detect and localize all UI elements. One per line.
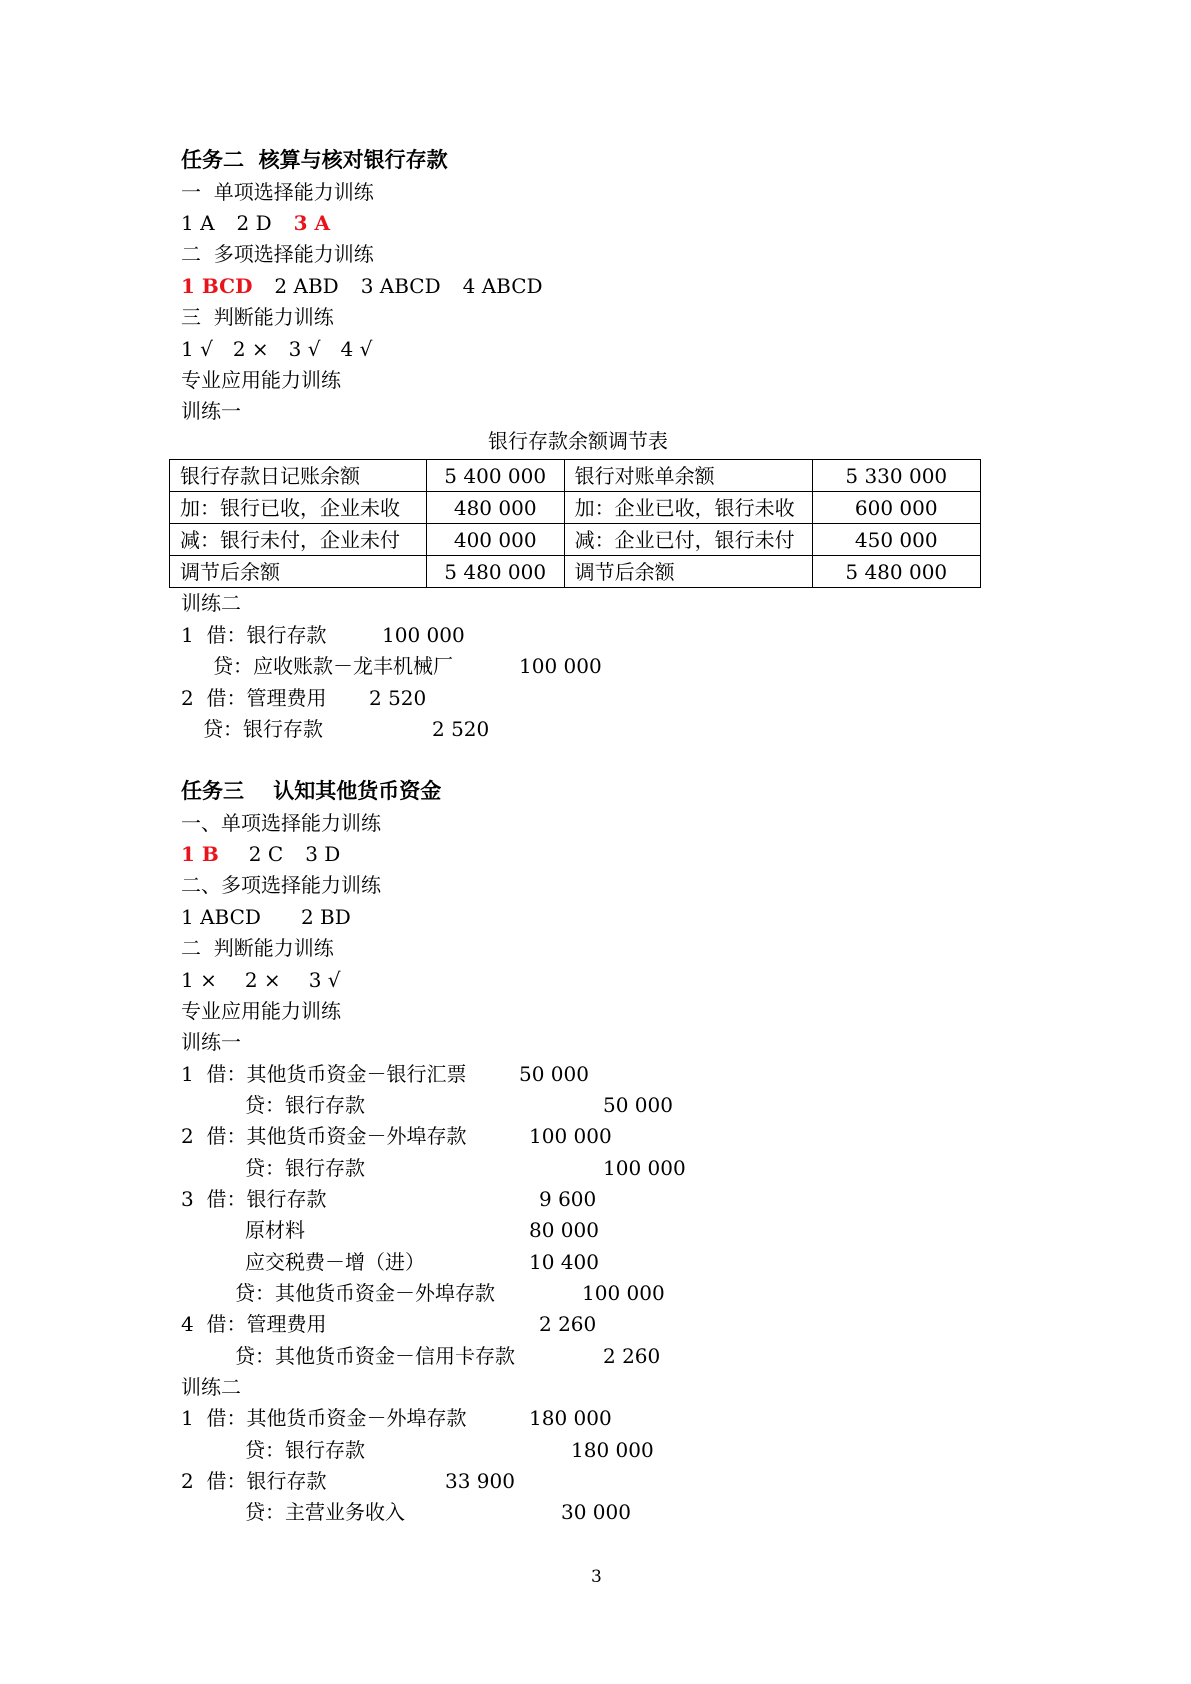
- table-row: [170, 460, 981, 492]
- entry-amount: 50 000: [603, 1093, 673, 1117]
- entry-amount: 100 000: [529, 1124, 612, 1148]
- table-cell: 调节后余额: [170, 556, 427, 588]
- entry-label: 2 借：管理费用: [181, 686, 327, 710]
- table-caption: 银行存款余额调节表: [488, 429, 668, 453]
- task3-title: 任务三 认知其他货币资金: [181, 779, 442, 803]
- table-cell: 5 480 000: [426, 556, 564, 588]
- answer: 3 √: [288, 337, 321, 361]
- task3-single-answers: [181, 840, 340, 868]
- task2-single-answers: [181, 209, 330, 237]
- answer: 1 √: [181, 337, 213, 361]
- entry-label: 贷：其他货币资金－外埠存款: [235, 1281, 495, 1305]
- task3-multi-answers: [181, 903, 351, 931]
- table-cell: 480 000: [426, 492, 564, 524]
- answer: 2 ×: [244, 968, 281, 992]
- page-number: 3: [591, 1567, 602, 1587]
- entry-label: 1 借：其他货币资金－外埠存款: [181, 1406, 467, 1430]
- entry-label: 贷：其他货币资金－信用卡存款: [235, 1344, 515, 1368]
- reconciliation-table: [169, 459, 981, 588]
- table-cell: 减：银行未付，企业未付: [170, 524, 427, 556]
- entry-label: 4 借：管理费用: [181, 1312, 327, 1336]
- task2-training2-heading: 训练二: [181, 591, 241, 615]
- table-cell: 400 000: [426, 524, 564, 556]
- task2-training1-heading: 训练一: [181, 399, 241, 423]
- answer: 3 ABCD: [360, 274, 441, 298]
- entry-amount: 33 900: [445, 1469, 515, 1493]
- entry-label: 1 借：其他货币资金－银行汇票: [181, 1062, 467, 1086]
- entry-label: 贷：主营业务收入: [245, 1500, 405, 1524]
- task2-single-heading: 一 单项选择能力训练: [181, 180, 374, 204]
- task2-multi-answers: [181, 272, 543, 300]
- task2-judge-heading: 三 判断能力训练: [181, 305, 334, 329]
- entry-amount: 10 400: [529, 1250, 599, 1274]
- table-cell: 600 000: [812, 492, 980, 524]
- task2-multi-heading: 二 多项选择能力训练: [181, 242, 374, 266]
- entry-label: 1 借：银行存款: [181, 623, 327, 647]
- answer-highlighted: 1 BCD: [181, 274, 253, 298]
- entry-amount: 100 000: [519, 654, 602, 678]
- answer: 3 D: [305, 842, 341, 866]
- task2-title: 任务二 核算与核对银行存款: [181, 148, 448, 172]
- answer: 2 ×: [232, 337, 269, 361]
- entry-amount: 100 000: [582, 1281, 665, 1305]
- entry-label: 2 借：银行存款: [181, 1469, 327, 1493]
- table-cell: 5 400 000: [426, 460, 564, 492]
- table-cell: 450 000: [812, 524, 980, 556]
- answer: 2 BD: [300, 905, 351, 929]
- answer: 1 A: [181, 211, 215, 235]
- table-cell: 加：银行已收，企业未收: [170, 492, 427, 524]
- task2-judge-answers: [181, 335, 372, 363]
- answer-highlighted: 1 B: [181, 842, 219, 866]
- entry-label: 2 借：其他货币资金－外埠存款: [181, 1124, 467, 1148]
- answer: 4 ABCD: [462, 274, 543, 298]
- table-cell: 银行存款日记账余额: [170, 460, 427, 492]
- task3-single-heading: 一、单项选择能力训练: [181, 811, 381, 835]
- answer: 2 C: [248, 842, 284, 866]
- table-cell: 调节后余额: [564, 556, 812, 588]
- entry-label: 应交税费－增（进）: [245, 1250, 425, 1274]
- entry-amount: 30 000: [561, 1500, 631, 1524]
- task2-applied-heading: 专业应用能力训练: [181, 368, 341, 392]
- answer: 2 D: [236, 211, 272, 235]
- entry-amount: 100 000: [603, 1156, 686, 1180]
- entry-amount: 50 000: [519, 1062, 589, 1086]
- answer: 1 ×: [181, 968, 217, 992]
- answer: 4 √: [340, 337, 373, 361]
- entry-label: 贷：银行存款: [245, 1156, 365, 1180]
- answer: 3 √: [308, 968, 341, 992]
- entry-amount: 180 000: [571, 1438, 654, 1462]
- answer: 2 ABD: [274, 274, 339, 298]
- task3-training1-heading: 训练一: [181, 1030, 241, 1054]
- table-row: [170, 556, 981, 588]
- entry-amount: 2 260: [539, 1312, 597, 1336]
- entry-amount: 9 600: [539, 1187, 597, 1211]
- task3-judge-heading: 二 判断能力训练: [181, 936, 334, 960]
- entry-label: 3 借：银行存款: [181, 1187, 327, 1211]
- entry-amount: 2 260: [603, 1344, 661, 1368]
- table-cell: 减：企业已付，银行未付: [564, 524, 812, 556]
- task3-judge-answers: [181, 966, 341, 994]
- entry-label: 贷：银行存款: [245, 1093, 365, 1117]
- task3-applied-heading: 专业应用能力训练: [181, 999, 341, 1023]
- table-cell: 加：企业已收，银行未收: [564, 492, 812, 524]
- answer-highlighted: 3 A: [293, 211, 331, 235]
- entry-amount: 80 000: [529, 1218, 599, 1242]
- answer: 1 ABCD: [181, 905, 261, 929]
- table-cell: 5 480 000: [812, 556, 980, 588]
- entry-label: 贷：应收账款－龙丰机械厂: [213, 654, 453, 678]
- table-cell: 银行对账单余额: [564, 460, 812, 492]
- entry-amount: 2 520: [432, 717, 490, 741]
- entry-label: 原材料: [245, 1218, 305, 1242]
- task3-multi-heading: 二、多项选择能力训练: [181, 873, 381, 897]
- entry-amount: 2 520: [369, 686, 427, 710]
- task3-training2-heading: 训练二: [181, 1375, 241, 1399]
- table-row: [170, 524, 981, 556]
- table-row: [170, 492, 981, 524]
- entry-amount: 100 000: [382, 623, 465, 647]
- entry-label: 贷：银行存款: [203, 717, 323, 741]
- entry-amount: 180 000: [529, 1406, 612, 1430]
- table-cell: 5 330 000: [812, 460, 980, 492]
- entry-label: 贷：银行存款: [245, 1438, 365, 1462]
